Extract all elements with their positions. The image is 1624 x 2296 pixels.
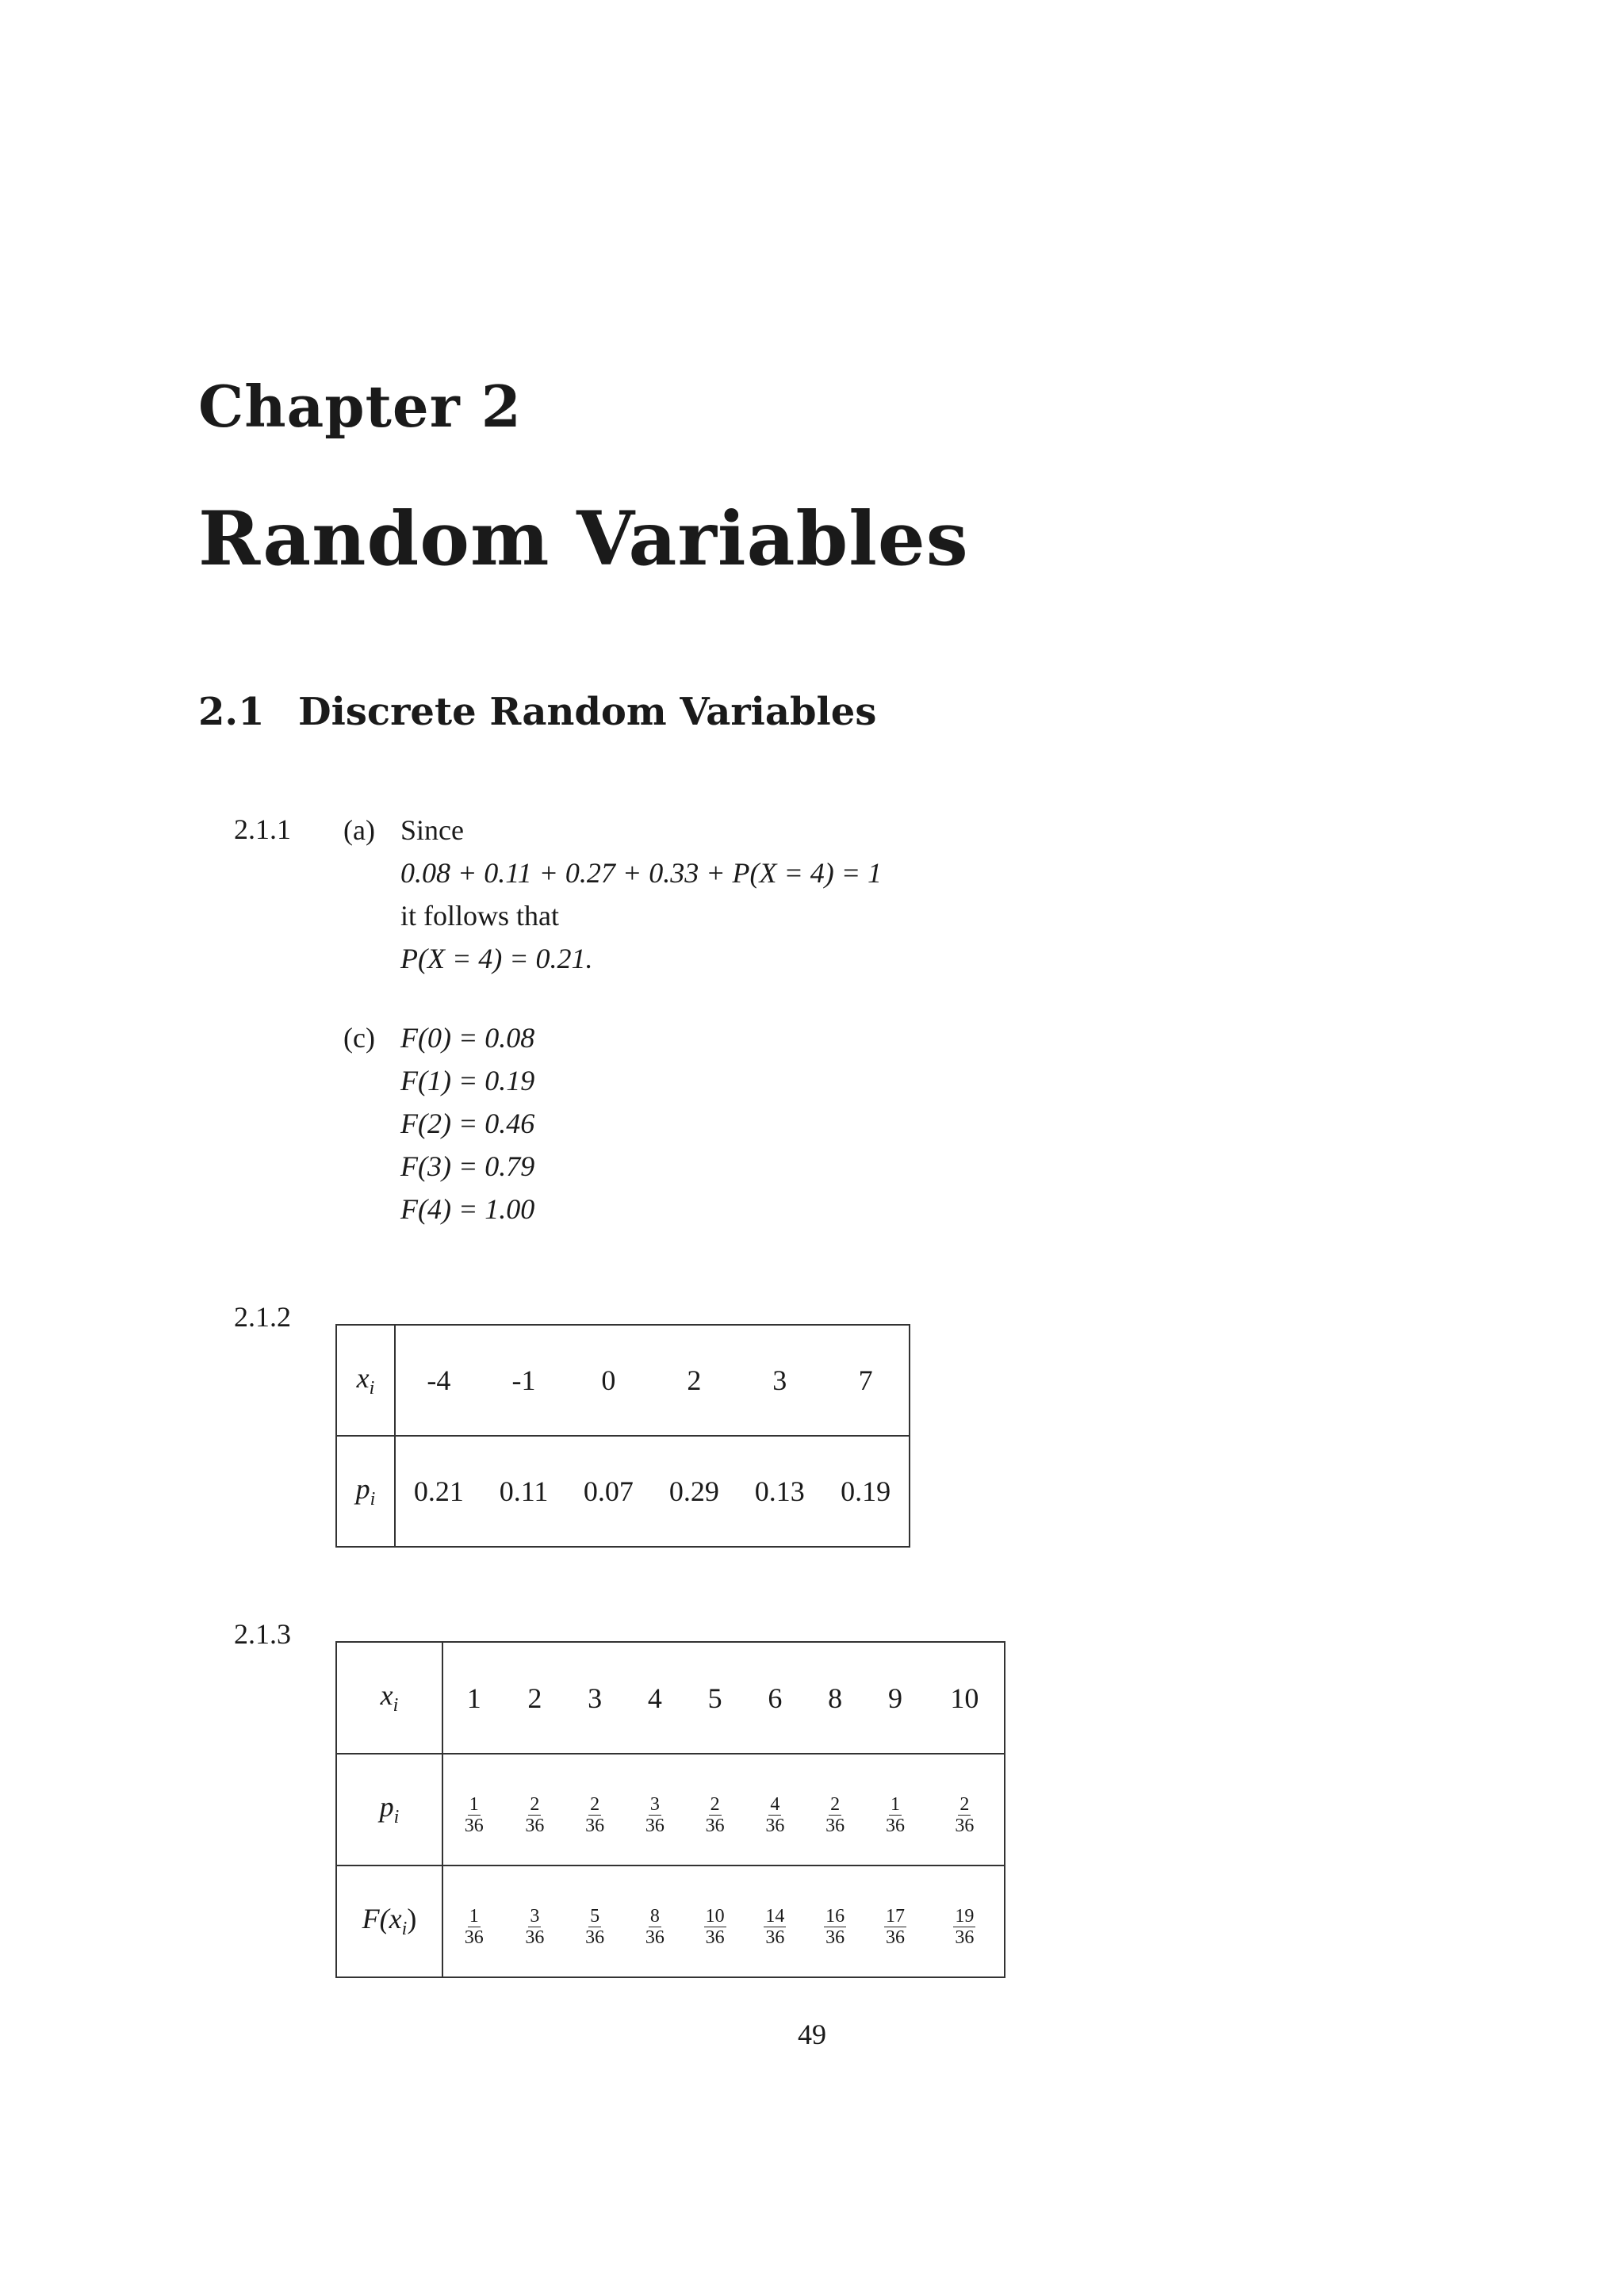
part-c-line: F(0) = 0.08 [400, 1022, 535, 1054]
fraction-cell: $\frac{2}{36}$ [685, 1754, 745, 1866]
table-cell: 0 [601, 1364, 616, 1396]
table-row-f [336, 1866, 1005, 1977]
fraction-cell: $\frac{17}{36}$ [865, 1866, 925, 1977]
exercise-number-2-1-3: 2.1.3 [234, 1618, 291, 1650]
part-a-line: 0.08 + 0.11 + 0.27 + 0.33 + P(X = 4) = 1 [400, 857, 883, 889]
row-header-x: $x_i$ [336, 1642, 442, 1754]
page-number: 49 [798, 2019, 826, 2050]
table-cell: 2 [527, 1682, 542, 1714]
table-cell: 9 [887, 1682, 902, 1714]
table-cell: 4 [647, 1682, 662, 1714]
table-cell: 8 [828, 1682, 843, 1714]
section-title: Discrete Random Variables [298, 690, 877, 734]
part-a-line: Since [400, 814, 464, 846]
table-row-x [336, 1325, 910, 1436]
section-heading [198, 690, 876, 734]
fraction-cell: $\frac{16}{36}$ [805, 1866, 865, 1977]
fraction-cell: $\frac{3}{36}$ [504, 1866, 565, 1977]
fraction-cell: $\frac{3}{36}$ [625, 1754, 685, 1866]
row-header-f: $F(x_i)$ [336, 1866, 442, 1977]
part-c-line: F(1) = 0.19 [400, 1065, 535, 1096]
table-cell: 3 [588, 1682, 603, 1714]
fraction-cell: $\frac{4}{36}$ [745, 1754, 806, 1866]
row-header-p: $p_i$ [336, 1754, 442, 1866]
part-a-line: it follows that [400, 900, 559, 932]
table-cell: 0.29 [651, 1436, 737, 1547]
fraction-cell: $\frac{2}{36}$ [504, 1754, 565, 1866]
fraction-cell: $\frac{2}{36}$ [565, 1754, 625, 1866]
table-cell: 0.19 [822, 1436, 910, 1547]
fraction-cell: $\frac{1}{36}$ [442, 1754, 504, 1866]
part-a-label: (a) [343, 814, 375, 846]
table-cell: 0.11 [482, 1436, 566, 1547]
part-c-line: F(3) = 0.79 [400, 1150, 535, 1182]
table-cell: 6 [768, 1682, 783, 1714]
fraction-cell: $\frac{1}{36}$ [865, 1754, 925, 1866]
part-c-line: F(4) = 1.00 [400, 1193, 535, 1225]
fraction-cell: $\frac{2}{36}$ [805, 1754, 865, 1866]
table-cell: 5 [707, 1682, 722, 1714]
fraction-cell: $\frac{14}{36}$ [745, 1866, 806, 1977]
fraction-cell: $\frac{19}{36}$ [925, 1866, 1005, 1977]
fraction-cell: $\frac{5}{36}$ [565, 1866, 625, 1977]
table-cell: 1 [466, 1682, 481, 1714]
part-c-label: (c) [343, 1022, 375, 1054]
row-header-x: $x_i$ [336, 1325, 395, 1436]
fraction-cell: $\frac{8}{36}$ [625, 1866, 685, 1977]
table-2-1-3 [335, 1641, 1005, 1978]
table-cell: 0.07 [565, 1436, 651, 1547]
table-row-p [336, 1754, 1005, 1866]
chapter-title: Random Variables [198, 496, 969, 583]
table-cell: 10 [950, 1682, 979, 1714]
section-number: 2.1 [198, 690, 265, 734]
part-c-line: F(2) = 0.46 [400, 1108, 535, 1139]
table-cell: 0.21 [395, 1436, 482, 1547]
table-cell: 3 [772, 1364, 787, 1396]
exercise-number-2-1-2: 2.1.2 [234, 1301, 291, 1333]
row-header-p: $p_i$ [336, 1436, 395, 1547]
chapter-label: Chapter 2 [198, 373, 522, 440]
table-cell: -1 [511, 1364, 536, 1396]
part-a-content [400, 809, 882, 980]
fraction-cell: $\frac{1}{36}$ [442, 1866, 504, 1977]
table-2-1-2 [335, 1324, 910, 1548]
table-cell: 2 [687, 1364, 702, 1396]
table-row-x [336, 1642, 1005, 1754]
exercise-number-2-1-1: 2.1.1 [234, 813, 291, 845]
fraction-cell: $\frac{2}{36}$ [925, 1754, 1005, 1866]
table-cell: -4 [427, 1364, 451, 1396]
fraction-cell: $\frac{10}{36}$ [685, 1866, 745, 1977]
table-cell: 0.13 [737, 1436, 822, 1547]
table-cell: 7 [858, 1364, 873, 1396]
table-row-p [336, 1436, 910, 1547]
part-c-content [400, 1016, 534, 1230]
part-a-line: P(X = 4) = 0.21. [400, 943, 593, 974]
